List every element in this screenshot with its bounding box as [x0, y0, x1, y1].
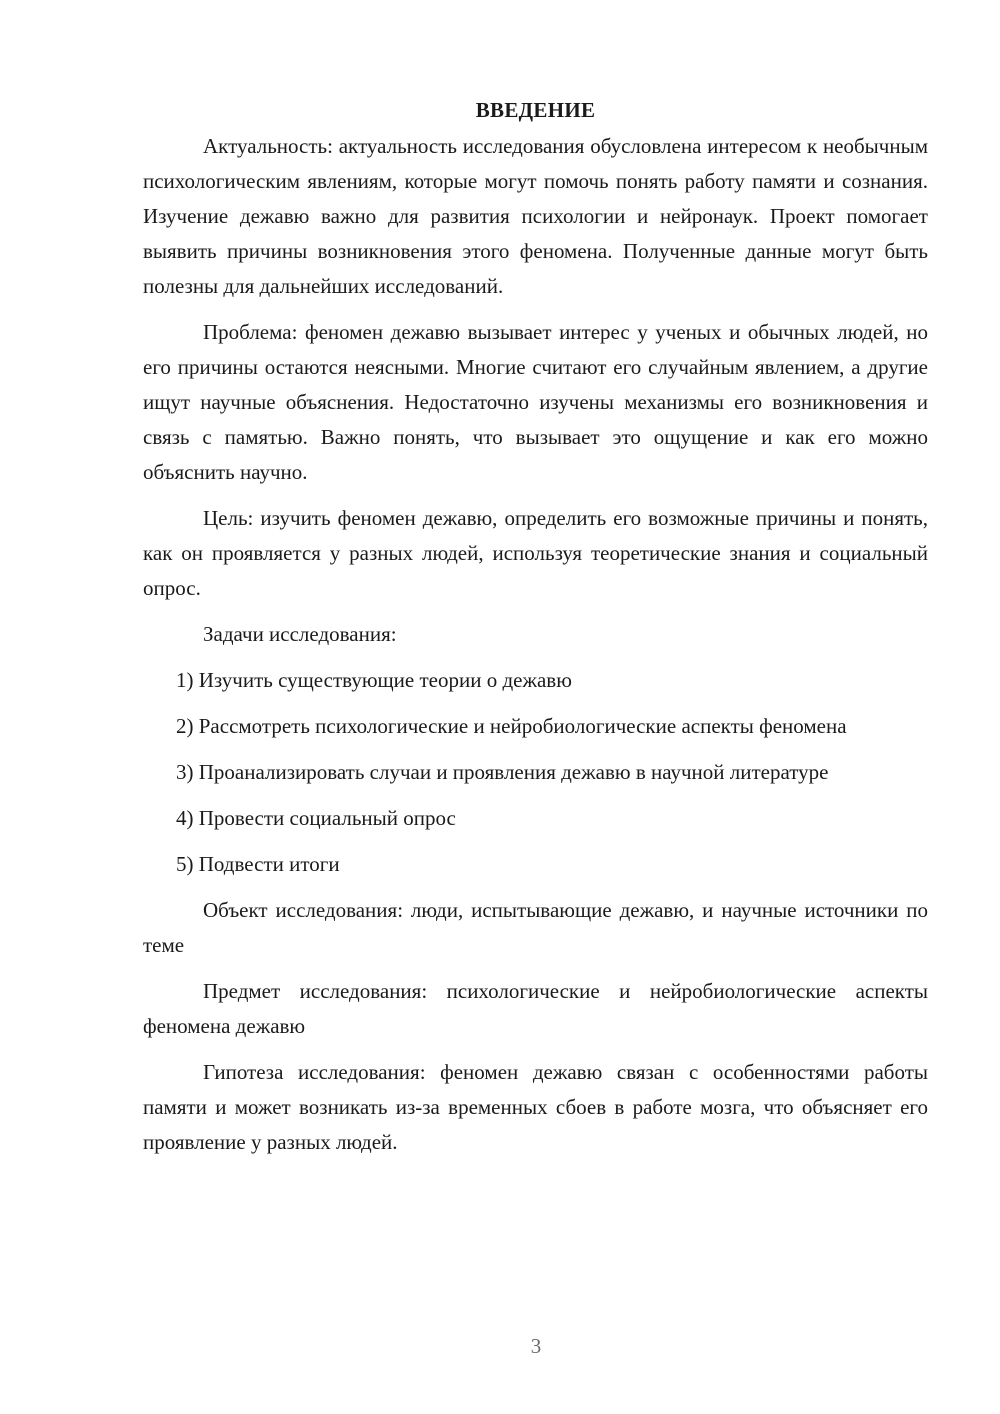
task-item-1: 1) Изучить существующие теории о дежавю — [176, 668, 572, 692]
relevance-paragraph: Актуальность: актуальность исследования обусловлена интересом к необычным психологическим явлениям, которые могут помочь понять работу памяти и сознания. Изучение дежавю важно для развития психологии и нейронаук. Проект помогает выявить причины возникновения этого феномена. Полученные данные могут быть полезны для дальнейших исследований. — [143, 134, 928, 298]
task-item-5: 5) Подвести итоги — [176, 852, 340, 876]
tasks-heading: Задачи исследования: — [203, 622, 397, 646]
goal-paragraph: Цель: изучить феномен дежавю, определить его возможные причины и понять, как он проявляется у разных людей, используя теоретические знания и социальный опрос. — [143, 506, 928, 600]
hypothesis-paragraph: Гипотеза исследования: феномен дежавю связан с особенностями работы памяти и может возникать из-за временных сбоев в работе мозга, что объясняет его проявление у разных людей. — [143, 1060, 928, 1154]
page-number: 3 — [530, 1334, 542, 1358]
task-item-2: 2) Рассмотреть психологические и нейробиологические аспекты феномена — [176, 714, 847, 738]
problem-paragraph: Проблема: феномен дежавю вызывает интерес у ученых и обычных людей, но его причины остаются неясными. Многие считают его случайным явлением, а другие ищут научные объяснения. Недостаточно изучены механизмы его возникновения и связь с памятью. Важно понять, что вызывает это ощущение и как его можно объяснить научно. — [143, 320, 928, 484]
task-item-3: 3) Проанализировать случаи и проявления дежавю в научной литературе — [176, 760, 829, 784]
page-content — [143, 95, 928, 1171]
task-item-4: 4) Провести социальный опрос — [176, 806, 456, 830]
object-paragraph: Объект исследования: люди, испытывающие дежавю, и научные источники по теме — [143, 898, 928, 957]
page-title: ВВЕДЕНИЕ — [475, 98, 596, 122]
subject-paragraph: Предмет исследования: психологические и нейробиологические аспекты феномена дежавю — [143, 979, 928, 1038]
